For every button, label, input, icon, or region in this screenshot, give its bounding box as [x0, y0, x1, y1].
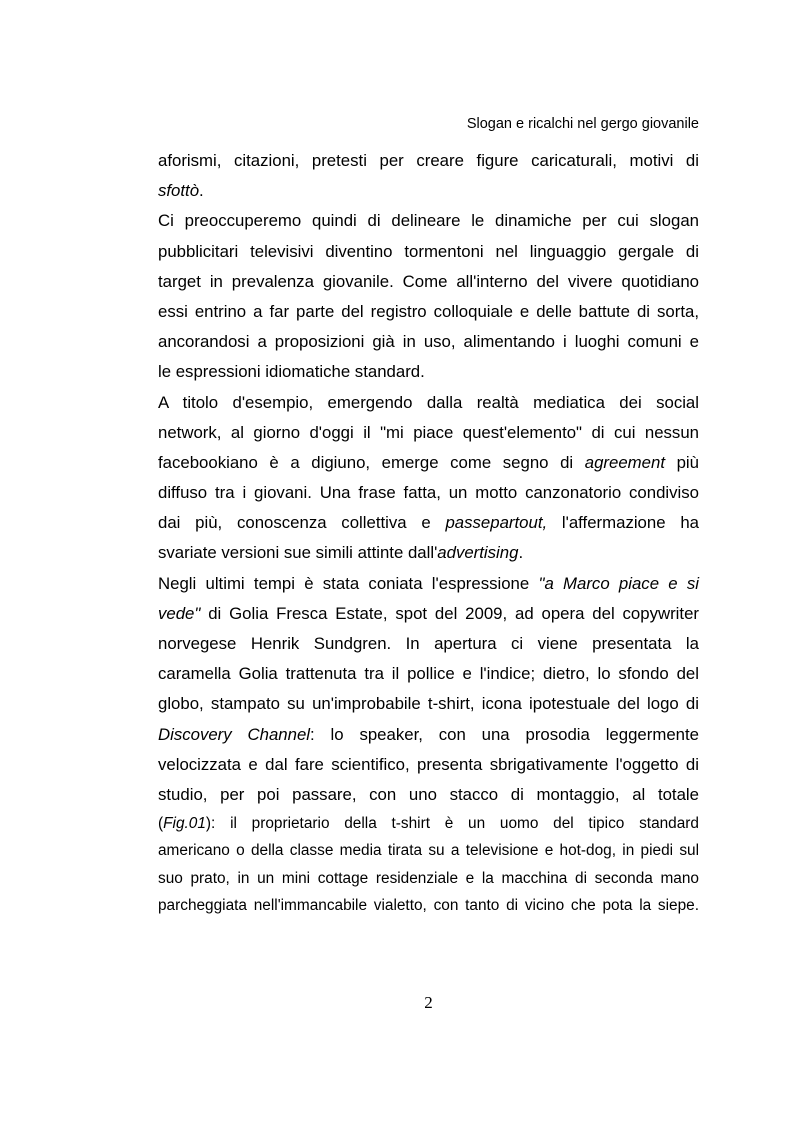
text-line — [158, 388, 699, 418]
text-line — [158, 538, 699, 568]
text-line — [158, 267, 699, 297]
text-segment: pubblicitari televisivi diventino tormentoni nel linguaggio gergale di — [158, 241, 699, 261]
text-line — [158, 780, 699, 810]
text-segment: dai più, conoscenza collettiva e — [158, 513, 446, 533]
text-segment: ancorandosi a proposizioni già in uso, alimentando i luoghi comuni e — [158, 332, 699, 352]
text-segment: : lo speaker, con una prosodia leggermente — [310, 724, 699, 744]
text-line — [158, 865, 699, 892]
text-line — [158, 659, 699, 689]
text-line — [158, 146, 699, 176]
text-line — [158, 569, 699, 599]
text-line — [158, 810, 699, 837]
text-segment: svariate versioni sue simili attinte dall' — [158, 543, 438, 563]
text-segment: ): il proprietario della t-shirt è un uomo del tipico standard — [205, 815, 699, 833]
text-segment: Negli ultimi tempi è stata coniata l'espressione — [158, 573, 539, 593]
text-line — [158, 892, 699, 919]
text-segment: norvegese Henrik Sundgren. In apertura ci viene presentata la — [158, 634, 699, 653]
text-line — [158, 357, 699, 387]
text-line — [158, 418, 699, 448]
italic-text: "a Marco piace e si — [538, 573, 699, 593]
text-segment: diffuso tra i giovani. Una frase fatta, un motto canzonatorio condiviso — [158, 483, 699, 503]
italic-text: advertising — [437, 543, 519, 563]
text-segment: A titolo d'esempio, emergendo dalla realtà mediatica dei social — [158, 392, 699, 412]
text-segment: aforismi, citazioni, pretesti per creare figure caricaturali, motivi di — [158, 151, 699, 170]
text-segment: facebookiano è a digiuno, emerge come segno di — [158, 452, 585, 472]
text-line — [158, 629, 699, 659]
text-line — [158, 237, 699, 267]
text-segment: caramella Golia trattenuta tra il pollice e l'indice; dietro, lo sfondo del — [158, 664, 699, 684]
text-segment: parcheggiata nell'immancabile vialetto, con tanto di vicino che pota la siepe. — [158, 896, 699, 914]
text-segment: target in prevalenza giovanile. Come all'interno del vivere quotidiano — [158, 271, 699, 291]
text-line — [158, 508, 699, 538]
text-segment: velocizzata e dal fare scientifico, presenta sbrigativamente l'oggetto di — [158, 754, 699, 774]
text-segment: l'affermazione ha — [547, 513, 699, 533]
text-line — [158, 750, 699, 780]
text-segment: . — [199, 181, 204, 201]
text-line — [158, 837, 699, 864]
text-line — [158, 599, 699, 629]
text-segment: di Golia Fresca Estate, spot del 2009, ad opera del copywriter — [200, 603, 699, 623]
text-segment: network, al giorno d'oggi il "mi piace quest'elemento" di cui nessun — [158, 422, 699, 442]
italic-text: agreement — [584, 452, 665, 472]
text-segment: suo prato, in un mini cottage residenziale e la macchina di seconda mano — [158, 869, 699, 887]
italic-text: vede" — [158, 603, 201, 623]
text-line — [158, 689, 699, 719]
text-segment: studio, per poi passare, con uno stacco di montaggio, al totale — [158, 784, 699, 804]
italic-text: Fig.01 — [163, 815, 206, 833]
text-segment: Ci preoccuperemo quindi di delineare le dinamiche per cui slogan — [158, 211, 699, 231]
italic-text: Discovery Channel — [158, 724, 311, 744]
text-line — [158, 478, 699, 508]
text-line — [158, 176, 699, 206]
page-number: 2 — [424, 993, 433, 1012]
text-segment: globo, stampato su un'improbabile t-shirt, icona ipotestuale del logo di — [158, 694, 699, 714]
text-segment: americano o della classe media tirata su a televisione e hot-dog, in piedi sul — [158, 842, 699, 860]
text-segment: ( — [158, 815, 164, 833]
text-segment: essi entrino a far parte del registro colloquiale e delle battute di sorta, — [158, 301, 699, 321]
text-segment: . — [518, 543, 524, 563]
text-line — [158, 448, 699, 478]
text-line — [158, 720, 699, 750]
running-header: Slogan e ricalchi nel gergo giovanile — [466, 116, 699, 132]
text-line — [158, 297, 699, 327]
text-segment: più — [665, 452, 699, 472]
body-text — [158, 146, 699, 919]
text-line — [158, 206, 699, 236]
text-segment: le espressioni idiomatiche standard. — [158, 362, 425, 382]
italic-text: passepartout, — [445, 513, 548, 533]
text-line — [158, 327, 699, 357]
italic-text: sfottò — [158, 181, 200, 201]
